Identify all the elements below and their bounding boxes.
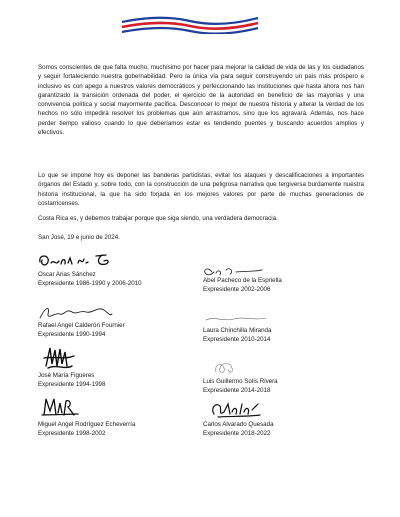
letter-paragraph-1: Somos conscientes de que falta mucho, muchísimo por hacer para mejorar la calidad de vida de las y los ciudadanos y seguir fortaleciendo nuestra gobernabilidad. Pero la única vía para seguir construyendo un país más próspero e inclusivo es con apego a nuestros valores democráticos y perfeccionando las instituciones que hasta ahora nos han garantizado la transición ordenada del poder, el ejercicio de la autoridad en beneficio de las mayorías y una convivencia política y social mayormente pacífica. Desconocer lo mejor de nuestra historia y alterar la verdad de los hechos no sólo impedirá resolver los problemas que aún arrastramos, sino que los agravará. Además, nos hace perder tiempo valioso cuando lo que deberíamos estar es tendiendo puentes y buscando acuerdos amplios y efectivos. [38, 64, 364, 137]
flag-wave-logo [120, 14, 260, 34]
signatory-name: José María Figueres [38, 372, 95, 379]
signatory-term: Expresidente 2002-2006 [203, 286, 271, 293]
signature-abel-pacheco [200, 262, 270, 278]
signatory-name: Rafael Angel Calderón Fournier [38, 322, 125, 329]
signatory-term: Expresidente 2014-2018 [203, 387, 271, 394]
signature-luis-guillermo-solis [210, 358, 240, 378]
signature-rafael-calderon [36, 302, 116, 324]
signatory-name: Luis Guillermo Solís Rivera [203, 378, 278, 385]
signatory-name: Abel Pacheco de la Espriella [203, 277, 282, 284]
signatory-term: Expresidente 2010-2014 [203, 336, 271, 343]
signatory-name: Laura Chinchilla Miranda [203, 327, 272, 334]
signatory-term: Expresidente 1990-1994 [38, 331, 106, 338]
letter-paragraph-2: Lo que se impone hoy es deponer las banderas partidistas, evitar los ataques y descalificaciones a importantes órganos del Estado y, sobre todo, con la construcción de una peligrosa narrativa que tergiversa burdamente nuestra historia institucional, la que ha sido forjada en los mejores valores por parte de muchas generaciones de costarricenses. [38, 172, 364, 207]
signatory-name: Carlos Alvarado Quesada [203, 421, 274, 428]
signatory-term: Expresidente 2018-2022 [203, 430, 271, 437]
signatory-term: Expresidente 1994-1998 [38, 381, 106, 388]
signature-oscar-arias [36, 250, 116, 270]
letter-paragraph-3: Costa Rica es, y debemos trabajar porque que siga siendo, una verdadera democracia. [38, 215, 278, 222]
signatory-name: Miguel Angel Rodríguez Echeverría [38, 421, 136, 428]
signature-carlos-alvarado [208, 400, 264, 420]
signature-laura-chinchilla [200, 312, 280, 326]
place-date: San José, 19 e junio de 2024. [38, 234, 120, 241]
signatory-term: Expresidente 1986-1990 y 2006-2010 [38, 280, 142, 287]
signatory-name: Oscar Arias Sánchez [38, 271, 96, 278]
signature-jose-maria-figueres [42, 344, 76, 372]
signature-miguel-angel-rodriguez [40, 395, 80, 419]
signatory-term: Expresidente 1998-2002 [38, 430, 106, 437]
